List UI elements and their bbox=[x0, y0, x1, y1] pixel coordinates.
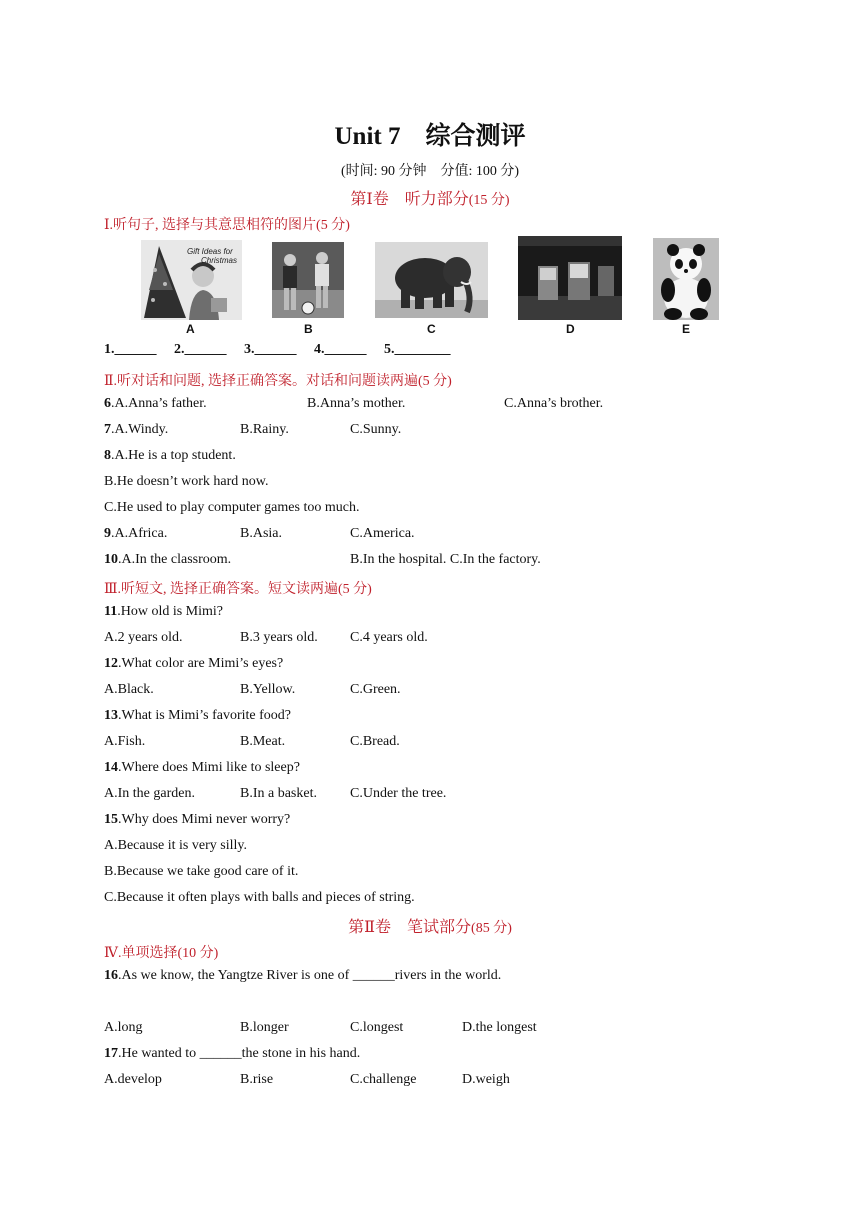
q15-option-b[interactable]: B.Because we take good care of it. bbox=[104, 864, 299, 879]
picture-row bbox=[104, 236, 744, 340]
part3-heading: Ⅲ.听短文, 选择正确答案。短文读两遍(5 分) bbox=[104, 582, 372, 597]
q17-option-c[interactable]: C.challenge bbox=[350, 1072, 417, 1087]
part4-heading: Ⅳ.单项选择(10 分) bbox=[104, 946, 219, 961]
picture-d bbox=[518, 236, 622, 320]
picture-a-label: A bbox=[186, 322, 195, 336]
question-number: 9 bbox=[104, 526, 111, 541]
q16-question bbox=[104, 968, 501, 984]
picture-a-caption-line2: Christmas bbox=[201, 256, 238, 265]
q10-option-a[interactable] bbox=[104, 552, 231, 568]
question-number: 16 bbox=[104, 968, 118, 983]
exam-time-score: (时间: 90 分钟 分值: 100 分) bbox=[340, 164, 520, 179]
q15-option-a[interactable]: A.Because it is very silly. bbox=[104, 838, 247, 853]
q16-option-c[interactable]: C.longest bbox=[350, 1020, 404, 1035]
q10-options-bc[interactable]: B.In the hospital. C.In the factory. bbox=[350, 552, 541, 567]
section-listening-score: (15 分) bbox=[468, 193, 510, 208]
question-text: .What color are Mimi’s eyes? bbox=[118, 656, 284, 671]
answer-blank[interactable]: 4.______ bbox=[314, 342, 367, 357]
q11-option-c[interactable]: C.4 years old. bbox=[350, 630, 428, 645]
section-listening-title: 第Ⅰ卷 听力部分 bbox=[350, 191, 469, 208]
q14-option-c[interactable]: C.Under the tree. bbox=[350, 786, 447, 801]
question-number: 17 bbox=[104, 1046, 118, 1061]
q12-question bbox=[104, 656, 283, 672]
option-text: .A.Africa. bbox=[111, 526, 168, 541]
answer-blank[interactable]: 2.______ bbox=[174, 342, 227, 357]
q9-option-a[interactable] bbox=[104, 526, 167, 542]
question-number: 13 bbox=[104, 708, 118, 723]
question-number: 8 bbox=[104, 448, 111, 463]
q17-question bbox=[104, 1046, 360, 1062]
question-number: 14 bbox=[104, 760, 118, 775]
picture-d-label: D bbox=[566, 322, 575, 336]
q15-question bbox=[104, 812, 290, 828]
part1-heading: Ⅰ.听句子, 选择与其意思相符的图片(5 分) bbox=[104, 218, 350, 233]
question-text: .Why does Mimi never worry? bbox=[118, 812, 291, 827]
section-writing-score: (85 分) bbox=[471, 921, 512, 936]
q13-option-c[interactable]: C.Bread. bbox=[350, 734, 400, 749]
q13-question bbox=[104, 708, 291, 724]
answer-blank[interactable]: 3.______ bbox=[244, 342, 297, 357]
answer-blanks bbox=[104, 342, 465, 358]
question-number: 6 bbox=[104, 396, 111, 411]
q17-option-d[interactable]: D.weigh bbox=[462, 1072, 510, 1087]
picture-c-label: C bbox=[427, 322, 436, 336]
page-title: Unit 7 综合测评 bbox=[334, 123, 526, 150]
section-listening-heading bbox=[0, 186, 860, 209]
q11-question bbox=[104, 604, 223, 620]
q16-option-a[interactable]: A.long bbox=[104, 1020, 143, 1035]
q17-option-a[interactable]: A.develop bbox=[104, 1072, 162, 1087]
q6-option-c[interactable]: C.Anna’s brother. bbox=[504, 396, 604, 411]
option-text: .A.He is a top student. bbox=[111, 448, 236, 463]
question-number: 10 bbox=[104, 552, 118, 567]
picture-b bbox=[272, 242, 344, 318]
q11-option-b[interactable]: B.3 years old. bbox=[240, 630, 318, 645]
q6-option-a[interactable] bbox=[104, 396, 207, 412]
picture-a bbox=[141, 240, 242, 320]
question-text: .How old is Mimi? bbox=[117, 604, 224, 619]
q6-option-b[interactable]: B.Anna’s mother. bbox=[307, 396, 406, 411]
picture-b-label: B bbox=[304, 322, 313, 336]
question-text: .As we know, the Yangtze River is one of ______rivers in the world. bbox=[118, 968, 502, 983]
q14-option-a[interactable]: A.In the garden. bbox=[104, 786, 195, 801]
question-number: 15 bbox=[104, 812, 118, 827]
q17-option-b[interactable]: B.rise bbox=[240, 1072, 274, 1087]
q8-option-a[interactable] bbox=[104, 448, 236, 464]
q7-option-a[interactable] bbox=[104, 422, 168, 438]
q13-option-a[interactable]: A.Fish. bbox=[104, 734, 146, 749]
question-text: .Where does Mimi like to sleep? bbox=[118, 760, 300, 775]
question-number: 11 bbox=[104, 604, 118, 619]
q12-option-a[interactable]: A.Black. bbox=[104, 682, 154, 697]
picture-c bbox=[375, 242, 488, 318]
option-text: .A.In the classroom. bbox=[118, 552, 232, 567]
question-number: 7 bbox=[104, 422, 111, 437]
picture-e-label: E bbox=[682, 322, 691, 336]
part2-heading: Ⅱ.听对话和问题, 选择正确答案。对话和问题读两遍(5 分) bbox=[104, 374, 452, 389]
q9-option-b[interactable]: B.Asia. bbox=[240, 526, 282, 541]
question-text: .He wanted to ______the stone in his hand. bbox=[118, 1046, 361, 1061]
q13-option-b[interactable]: B.Meat. bbox=[240, 734, 286, 749]
q8-option-c[interactable]: C.He used to play computer games too much. bbox=[104, 500, 360, 515]
answer-blank[interactable]: 1.______ bbox=[104, 342, 157, 357]
picture-e bbox=[653, 238, 719, 320]
section-writing-title: 第Ⅱ卷 笔试部分 bbox=[348, 919, 472, 936]
q7-option-b[interactable]: B.Rainy. bbox=[240, 422, 289, 437]
question-number: 12 bbox=[104, 656, 118, 671]
option-text: .A.Windy. bbox=[111, 422, 169, 437]
q15-option-c[interactable]: C.Because it often plays with balls and pieces of string. bbox=[104, 890, 415, 905]
answer-blank[interactable]: 5.________ bbox=[384, 342, 451, 357]
q14-option-b[interactable]: B.In a basket. bbox=[240, 786, 317, 801]
q16-option-d[interactable]: D.the longest bbox=[462, 1020, 537, 1035]
q7-option-c[interactable]: C.Sunny. bbox=[350, 422, 402, 437]
q12-option-c[interactable]: C.Green. bbox=[350, 682, 401, 697]
option-text: .A.Anna’s father. bbox=[111, 396, 207, 411]
q11-option-a[interactable]: A.2 years old. bbox=[104, 630, 183, 645]
picture-a-caption-line1: Gift Ideas for bbox=[187, 247, 233, 256]
q9-option-c[interactable]: C.America. bbox=[350, 526, 415, 541]
q14-question bbox=[104, 760, 300, 776]
q16-option-b[interactable]: B.longer bbox=[240, 1020, 289, 1035]
section-writing-heading bbox=[0, 914, 860, 937]
question-text: .What is Mimi’s favorite food? bbox=[118, 708, 292, 723]
q8-option-b[interactable]: B.He doesn’t work hard now. bbox=[104, 474, 269, 489]
q12-option-b[interactable]: B.Yellow. bbox=[240, 682, 296, 697]
